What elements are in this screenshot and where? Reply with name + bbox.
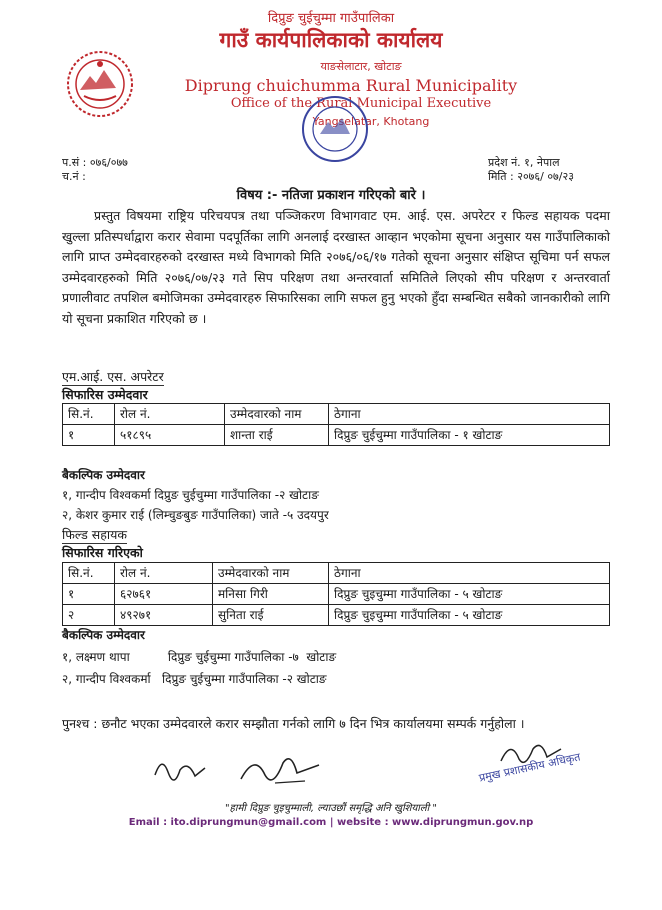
section2-subtitle: सिफारिस गरिएको bbox=[62, 545, 143, 560]
table-cell: सुनिता राई bbox=[213, 605, 329, 626]
signature-1 bbox=[150, 750, 210, 790]
subject-line: विषय :- नतिजा प्रकाशन गरिएको बारे । bbox=[236, 188, 426, 203]
footer-contact: Email : ito.diprungmun@gmail.com | website : www.diprungmun.gov.np bbox=[128, 817, 534, 828]
municipality-name-nepali: दिप्रुङ चुईचुम्मा गाउँपालिका bbox=[267, 11, 395, 26]
postscript: पुनश्च : छनौट भएका उम्मेदवारले करार सम्झौता गर्नको लागि ७ दिन भित्र कार्यालयमा सम्पर्क गर्नुहोला । bbox=[62, 716, 525, 731]
dispatch-number: च.नं : bbox=[62, 170, 86, 183]
table-cell: दिप्रुङ चुइचुम्मा गाउँपालिका - ५ खोटाङ bbox=[329, 584, 610, 605]
section1-alternate-2: २, केशर कुमार राई (लिम्चुङबुङ गाउँपालिका) जाते -५ उदयपुर bbox=[62, 508, 329, 522]
address-nepali: याङसेलाटार, खोटाङ bbox=[320, 60, 402, 73]
section2-alt-title: बैकल्पिक उम्मेदवार bbox=[62, 628, 145, 642]
section2-alternate-2: २, गान्दीप विश्वकर्मा दिप्रुङ चुईचुम्मा गाउँपालिका -२ खोटाङ bbox=[62, 672, 327, 686]
table-cell: दिप्रुङ चुईचुम्मा गाउँपालिका - १ खोटाङ bbox=[329, 425, 610, 446]
province-label: प्रदेश नं. १, नेपाल bbox=[488, 156, 560, 169]
table-cell: मनिसा गिरी bbox=[213, 584, 329, 605]
table-header-cell: रोल नं. bbox=[115, 404, 225, 425]
office-stamp bbox=[300, 94, 370, 164]
section1-subtitle: सिफारिस उम्मेदवार bbox=[62, 387, 148, 402]
table-cell: २ bbox=[63, 605, 115, 626]
table-header-cell: सि.नं. bbox=[63, 563, 115, 584]
table-row bbox=[63, 584, 610, 605]
table-cell: दिप्रुङ चुइचुम्मा गाउँपालिका - ५ खोटाङ bbox=[329, 605, 610, 626]
signature-title: प्रमुख प्रशासकीय अधिकृत bbox=[477, 750, 582, 785]
date-label: मिति : २०७६/ ०७/२३ bbox=[488, 170, 574, 183]
table-cell: ४९२७१ bbox=[115, 605, 213, 626]
table-header-cell: उम्मेदवारको नाम bbox=[225, 404, 329, 425]
table-header-cell: ठेगाना bbox=[329, 563, 610, 584]
section1-title: एम.आई. एस. अपरेटर bbox=[62, 369, 164, 384]
table-cell: शान्ता राई bbox=[225, 425, 329, 446]
municipality-name-english: Diprung chuichumma Rural Municipality bbox=[184, 76, 518, 95]
table-row bbox=[63, 605, 610, 626]
footer-motto: "हामी दिप्रुङ चुइचुम्माली, ल्याउछौं समृद्धि अनि खुशियाली " bbox=[224, 803, 438, 814]
office-title-english: Office of the Rural Municipal Executive bbox=[230, 96, 492, 111]
table-header-cell: सि.नं. bbox=[63, 404, 115, 425]
section1-alternate-1: १, गान्दीप विश्वकर्मा दिप्रुङ चुईचुम्मा गाउँपालिका -२ खोटाङ bbox=[62, 488, 319, 502]
signature-2 bbox=[235, 745, 325, 793]
section2-title: फिल्ड सहायक bbox=[62, 527, 127, 542]
table-header-cell: उम्मेदवारको नाम bbox=[213, 563, 329, 584]
table-cell: ६२७६१ bbox=[115, 584, 213, 605]
table-cell: १ bbox=[63, 425, 115, 446]
table-row bbox=[63, 425, 610, 446]
table-cell: ५१८९५ bbox=[115, 425, 225, 446]
section1-table bbox=[62, 403, 610, 446]
section2-alternate-1: १, लक्ष्मण थापा दिप्रुङ चुईचुम्मा गाउँपालिका -७ खोटाङ bbox=[62, 650, 337, 664]
office-title-nepali: गाउँ कार्यपालिकाको कार्यालय bbox=[219, 28, 443, 52]
table-header-cell: ठेगाना bbox=[329, 404, 610, 425]
section1-alt-title: बैकल्पिक उम्मेदवार bbox=[62, 468, 145, 482]
reference-number: प.सं : ०७६/०७७ bbox=[62, 156, 128, 169]
table-header-cell: रोल नं. bbox=[115, 563, 213, 584]
table-header-row bbox=[63, 404, 610, 425]
address-english: Yangselatar, Khotang bbox=[312, 115, 430, 128]
table-header-row bbox=[63, 563, 610, 584]
section2-table bbox=[62, 562, 610, 626]
table-cell: १ bbox=[63, 584, 115, 605]
body-paragraph: प्रस्तुत विषयमा राष्ट्रिय परिचयपत्र तथा पञ्जिकरण विभागवाट एम. आई. एस. अपरेटर र फिल्ड सहायक पदमा खुल्ला प्रतिस्पर्धाद्वारा करार सेवामा पदपूर्तिका लागि अनलाई दरखास्त आव्हान भएकोमा सूचना अनुसार यस गाउँपालिकाको लागि प्राप्त उम्मेदवारहरुको दरखास्त मध्ये विभागको मिति २०७६/०६/१७ गतेको सूचना अनुसार संक्षिप्त सूचिमा पर्न सफल उम्मेदवारहरुको मिति २०७६/०७/२३ गते सिप परिक्षण तथा अन्तरवार्ता समितिले लिएको सीप परिक्षण र अन्तरवार्ता प्रणालीवाट तपशिल बमोजिमका उम्मेदवारहरु सिफारिसका लागि सफल हुनु भएको हुँदा सम्बन्धित सबैको जानकारीको लागि यो सूचना प्रकाशित गरिएको छ । bbox=[62, 208, 610, 326]
